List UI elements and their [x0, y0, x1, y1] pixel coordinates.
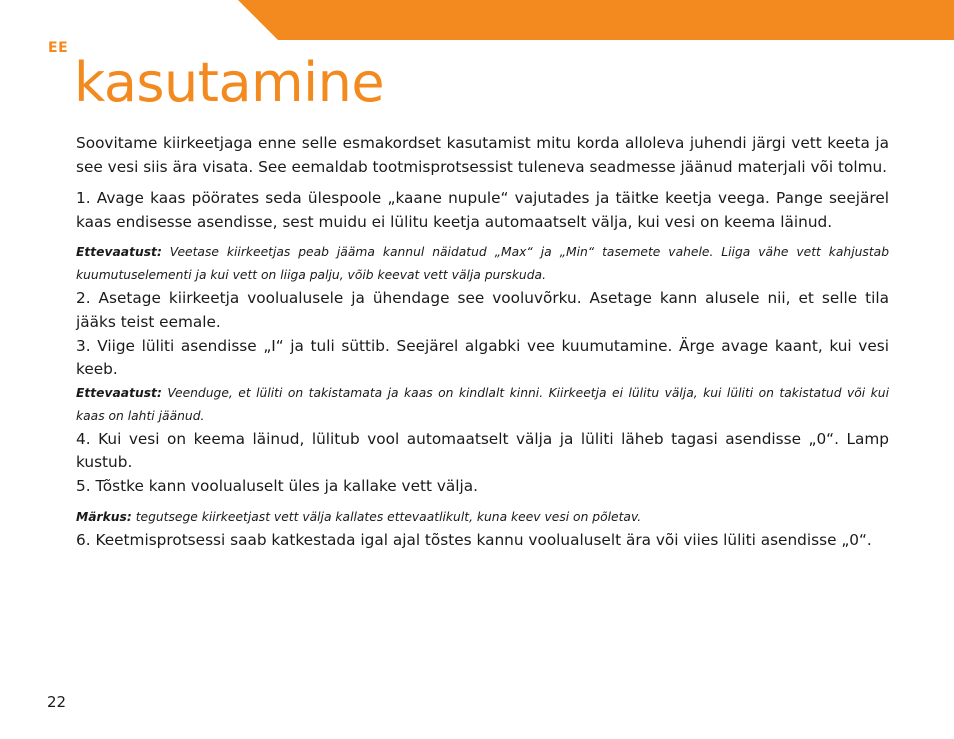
- warning-2-text: Veenduge, et lüliti on takistamata ja kaas on kindlalt kinni. Kiirkeetja ei lülitu välja, kui lüliti on takistatud või kui kaas on lahti jäänud.: [76, 385, 889, 423]
- note-label: Märkus:: [76, 509, 132, 524]
- step-6: 6. Keetmisprotsessi saab katkestada igal ajal tõstes kannu voolualuselt ära või viies lüliti asendisse „0“.: [76, 530, 872, 549]
- intro-paragraph: Soovitame kiirkeetjaga enne selle esmakordset kasutamist mitu korda alloleva juhendi järgi vett keeta ja see vesi siis ära visata. See eemaldab tootmisprotsessist tuleneva seadmesse jäänud materjali või tolmu.: [76, 134, 889, 176]
- page-number: 22: [47, 693, 67, 711]
- note-text: tegutsege kiirkeetjast vett välja kallates ettevaatlikult, kuna keev vesi on põletav.: [131, 509, 642, 524]
- warning-1-label: Ettevaatust:: [76, 245, 162, 260]
- step-2: 2. Asetage kiirkeetja voolualusele ja ühendage see vooluvõrku. Asetage kann alusele nii, et selle tila jääks teist eemale.: [76, 289, 889, 331]
- page-title: kasutamine: [74, 51, 385, 114]
- instructions-body: [76, 132, 889, 552]
- step-4: 4. Kui vesi on keema läinud, lülitub vool automaatselt välja ja lüliti läheb tagasi asendisse „0“. Lamp kustub.: [76, 429, 889, 472]
- warning-1: [76, 241, 889, 287]
- step-1: 1. Avage kaas pöörates seda ülespoole „kaane nupule“ vajutades ja täitke keetja veega. Pange seejärel kaas endisesse asendisse, sest muidu ei lülitu keetja automaatselt välja, kui vesi on keema läinud.: [76, 189, 889, 231]
- note: [76, 506, 889, 529]
- step-3: 3. Viige lüliti asendisse „I“ ja tuli süttib. Seejärel algabki vee kuumutamine. Ärge avage kaant, kui vesi keeb.: [76, 336, 889, 379]
- warning-1-text: Veetase kiirkeetjas peab jääma kannul näidatud „Max“ ja „Min“ tasemete vahele. Liiga vähe vett kahjustab kuumutuselementi ja kui vett on liiga palju, võib keevat vett välja purskuda.: [76, 245, 889, 283]
- language-code: EE: [48, 40, 69, 56]
- warning-2-label: Ettevaatust:: [76, 385, 162, 400]
- header-accent-band: [238, 0, 954, 40]
- step-5: 5. Tõstke kann voolualuselt üles ja kallake vett välja.: [76, 476, 479, 495]
- warning-2: [76, 382, 889, 428]
